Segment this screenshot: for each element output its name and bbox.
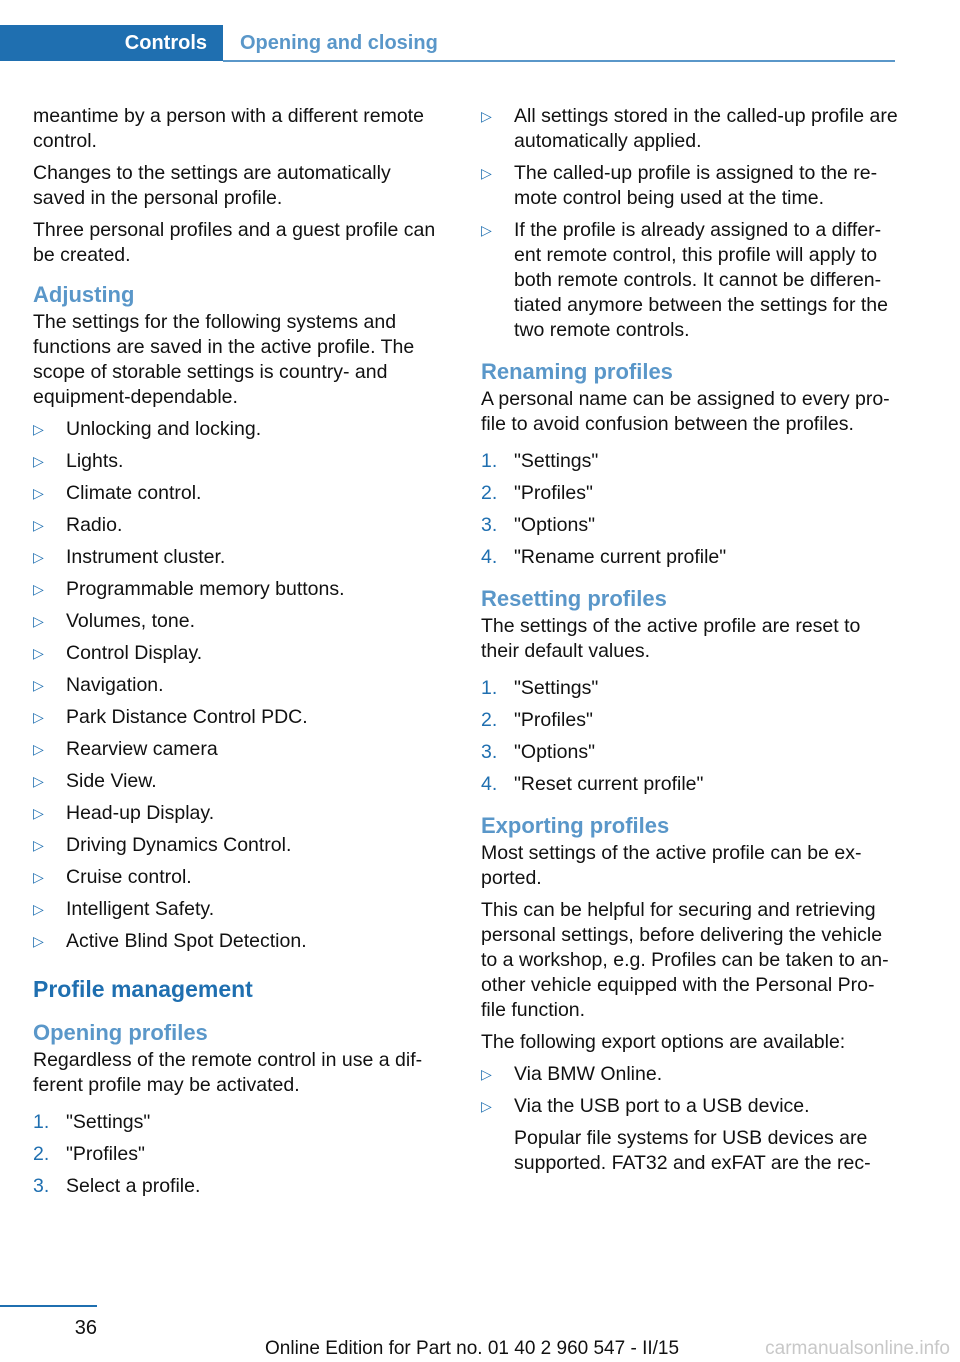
triangle-bullet-icon: ▷ <box>481 165 492 181</box>
paragraph: Regardless of the remote control in use a dif‐ferent profile may be activated. <box>33 1049 423 1096</box>
list-item: 2. "Profiles" <box>481 482 593 504</box>
list-item: 3. Select a profile. <box>33 1175 201 1197</box>
section-heading-adjusting: Adjusting <box>33 282 135 307</box>
triangle-bullet-icon: ▷ <box>33 805 44 821</box>
list-item: 1. "Settings" <box>481 450 599 472</box>
triangle-bullet-icon: ▷ <box>33 709 44 725</box>
step-number: 1. <box>481 677 498 699</box>
usb-note: Popular file systems for USB devices are supported. FAT32 and exFAT are the rec‐ <box>514 1127 871 1174</box>
paragraph: The settings of the active profile are reset to their default values. <box>481 615 861 662</box>
list-item: 2. "Profiles" <box>481 709 593 731</box>
section-heading-resetting-profiles: Resetting profiles <box>481 586 667 611</box>
adjusting-list <box>33 417 445 954</box>
list-item: ▷ The called-up profile is assigned to the re‐mote control being used at the time. <box>481 162 878 209</box>
list-item: ▷ Navigation. <box>33 674 164 696</box>
page-number-rule <box>0 1305 97 1307</box>
list-item: ▷ Unlocking and locking. <box>33 418 262 440</box>
list-item: ▷ If the profile is already assigned to a differ‐ent remote control, this profile will apply to both remote controls. It cannot be differen‐tiated anymore between the settings for the two remote controls. <box>481 219 888 341</box>
list-item: ▷ Instrument cluster. <box>33 546 226 568</box>
step-number: 1. <box>481 450 498 472</box>
triangle-bullet-icon: ▷ <box>481 1066 492 1082</box>
step-number: 3. <box>481 514 498 536</box>
section-heading-renaming-profiles: Renaming profiles <box>481 359 673 384</box>
paragraph: Most settings of the active profile can be ex‐ported. <box>481 842 862 889</box>
triangle-bullet-icon: ▷ <box>33 773 44 789</box>
triangle-bullet-icon: ▷ <box>33 837 44 853</box>
header-tab-opening-closing[interactable]: Opening and closing <box>240 32 438 54</box>
triangle-bullet-icon: ▷ <box>33 517 44 533</box>
paragraph: Changes to the settings are automatically saved in the personal profile. <box>33 162 391 209</box>
profile-behaviour-list <box>481 104 899 343</box>
right-column <box>481 104 899 1183</box>
export-options-list <box>481 1062 899 1119</box>
list-item: 3. "Options" <box>481 741 596 763</box>
step-number: 3. <box>481 741 498 763</box>
list-item: ▷ All settings stored in the called-up profile are automatically applied. <box>481 105 898 152</box>
triangle-bullet-icon: ▷ <box>481 1098 492 1114</box>
list-item: ▷ Lights. <box>33 450 124 472</box>
list-item: 1. "Settings" <box>33 1111 151 1133</box>
triangle-bullet-icon: ▷ <box>33 741 44 757</box>
paragraph: meantime by a person with a different remote control. <box>33 105 424 152</box>
list-item: ▷ Head-up Display. <box>33 802 215 824</box>
list-item: ▷ Volumes, tone. <box>33 610 195 632</box>
triangle-bullet-icon: ▷ <box>33 581 44 597</box>
section-heading-opening-profiles: Opening profiles <box>33 1020 208 1045</box>
renaming-steps <box>481 449 899 570</box>
list-item: ▷ Intelligent Safety. <box>33 898 215 920</box>
list-item: ▷ Control Display. <box>33 642 203 664</box>
step-number: 2. <box>481 709 498 731</box>
step-number: 2. <box>33 1143 50 1165</box>
list-item: ▷ Climate control. <box>33 482 202 504</box>
header-rule <box>223 60 895 62</box>
section-heading-profile-management: Profile management <box>33 976 253 1002</box>
opening-steps <box>33 1110 445 1199</box>
triangle-bullet-icon: ▷ <box>481 222 492 238</box>
page-header <box>0 25 895 61</box>
triangle-bullet-icon: ▷ <box>33 677 44 693</box>
step-number: 2. <box>481 482 498 504</box>
paragraph: A personal name can be assigned to every pro‐file to avoid confusion between the profiles. <box>481 388 890 435</box>
list-item: ▷ Active Blind Spot Detection. <box>33 930 307 952</box>
list-item: 4. "Rename current profile" <box>481 546 727 568</box>
header-tab-controls[interactable]: Controls <box>0 25 223 61</box>
triangle-bullet-icon: ▷ <box>33 421 44 437</box>
triangle-bullet-icon: ▷ <box>481 108 492 124</box>
paragraph: The settings for the following systems and functions are saved in the active profile. The scope of storable settings is country- and equipment-dependable. <box>33 311 415 408</box>
triangle-bullet-icon: ▷ <box>33 645 44 661</box>
triangle-bullet-icon: ▷ <box>33 453 44 469</box>
paragraph: The following export options are available: <box>481 1031 846 1053</box>
step-number: 4. <box>481 773 498 795</box>
list-item: ▷ Park Distance Control PDC. <box>33 706 308 728</box>
triangle-bullet-icon: ▷ <box>33 869 44 885</box>
paragraph: This can be helpful for securing and retrieving personal settings, before delivering the vehicle to a workshop, e.g. Profiles can be taken to an‐other vehicle equipped with the Personal Pro‐file function. <box>481 899 889 1021</box>
list-item: ▷ Programmable memory buttons. <box>33 578 345 600</box>
triangle-bullet-icon: ▷ <box>33 613 44 629</box>
list-item: ▷ Rearview camera <box>33 738 218 760</box>
list-item: ▷ Radio. <box>33 514 123 536</box>
step-number: 4. <box>481 546 498 568</box>
step-number: 3. <box>33 1175 50 1197</box>
list-item: 2. "Profiles" <box>33 1143 145 1165</box>
list-item: ▷ Via the USB port to a USB device. <box>481 1095 810 1117</box>
triangle-bullet-icon: ▷ <box>33 485 44 501</box>
list-item: ▷ Driving Dynamics Control. <box>33 834 292 856</box>
list-item: 4. "Reset current profile" <box>481 773 704 795</box>
section-heading-exporting-profiles: Exporting profiles <box>481 813 670 838</box>
triangle-bullet-icon: ▷ <box>33 549 44 565</box>
list-item: 1. "Settings" <box>481 677 599 699</box>
resetting-steps <box>481 676 899 797</box>
list-item: 3. "Options" <box>481 514 596 536</box>
watermark: carmanualsonline.info <box>765 1338 950 1359</box>
list-item: ▷ Via BMW Online. <box>481 1063 663 1085</box>
step-number: 1. <box>33 1111 50 1133</box>
triangle-bullet-icon: ▷ <box>33 933 44 949</box>
triangle-bullet-icon: ▷ <box>33 901 44 917</box>
left-column <box>33 104 445 1206</box>
list-item: ▷ Side View. <box>33 770 157 792</box>
page-number: 36 <box>74 1317 97 1339</box>
paragraph: Three personal profiles and a guest profile can be created. <box>33 219 436 266</box>
edition-footer: Online Edition for Part no. 01 40 2 960 547 - II/15 <box>265 1338 680 1359</box>
list-item: ▷ Cruise control. <box>33 866 192 888</box>
